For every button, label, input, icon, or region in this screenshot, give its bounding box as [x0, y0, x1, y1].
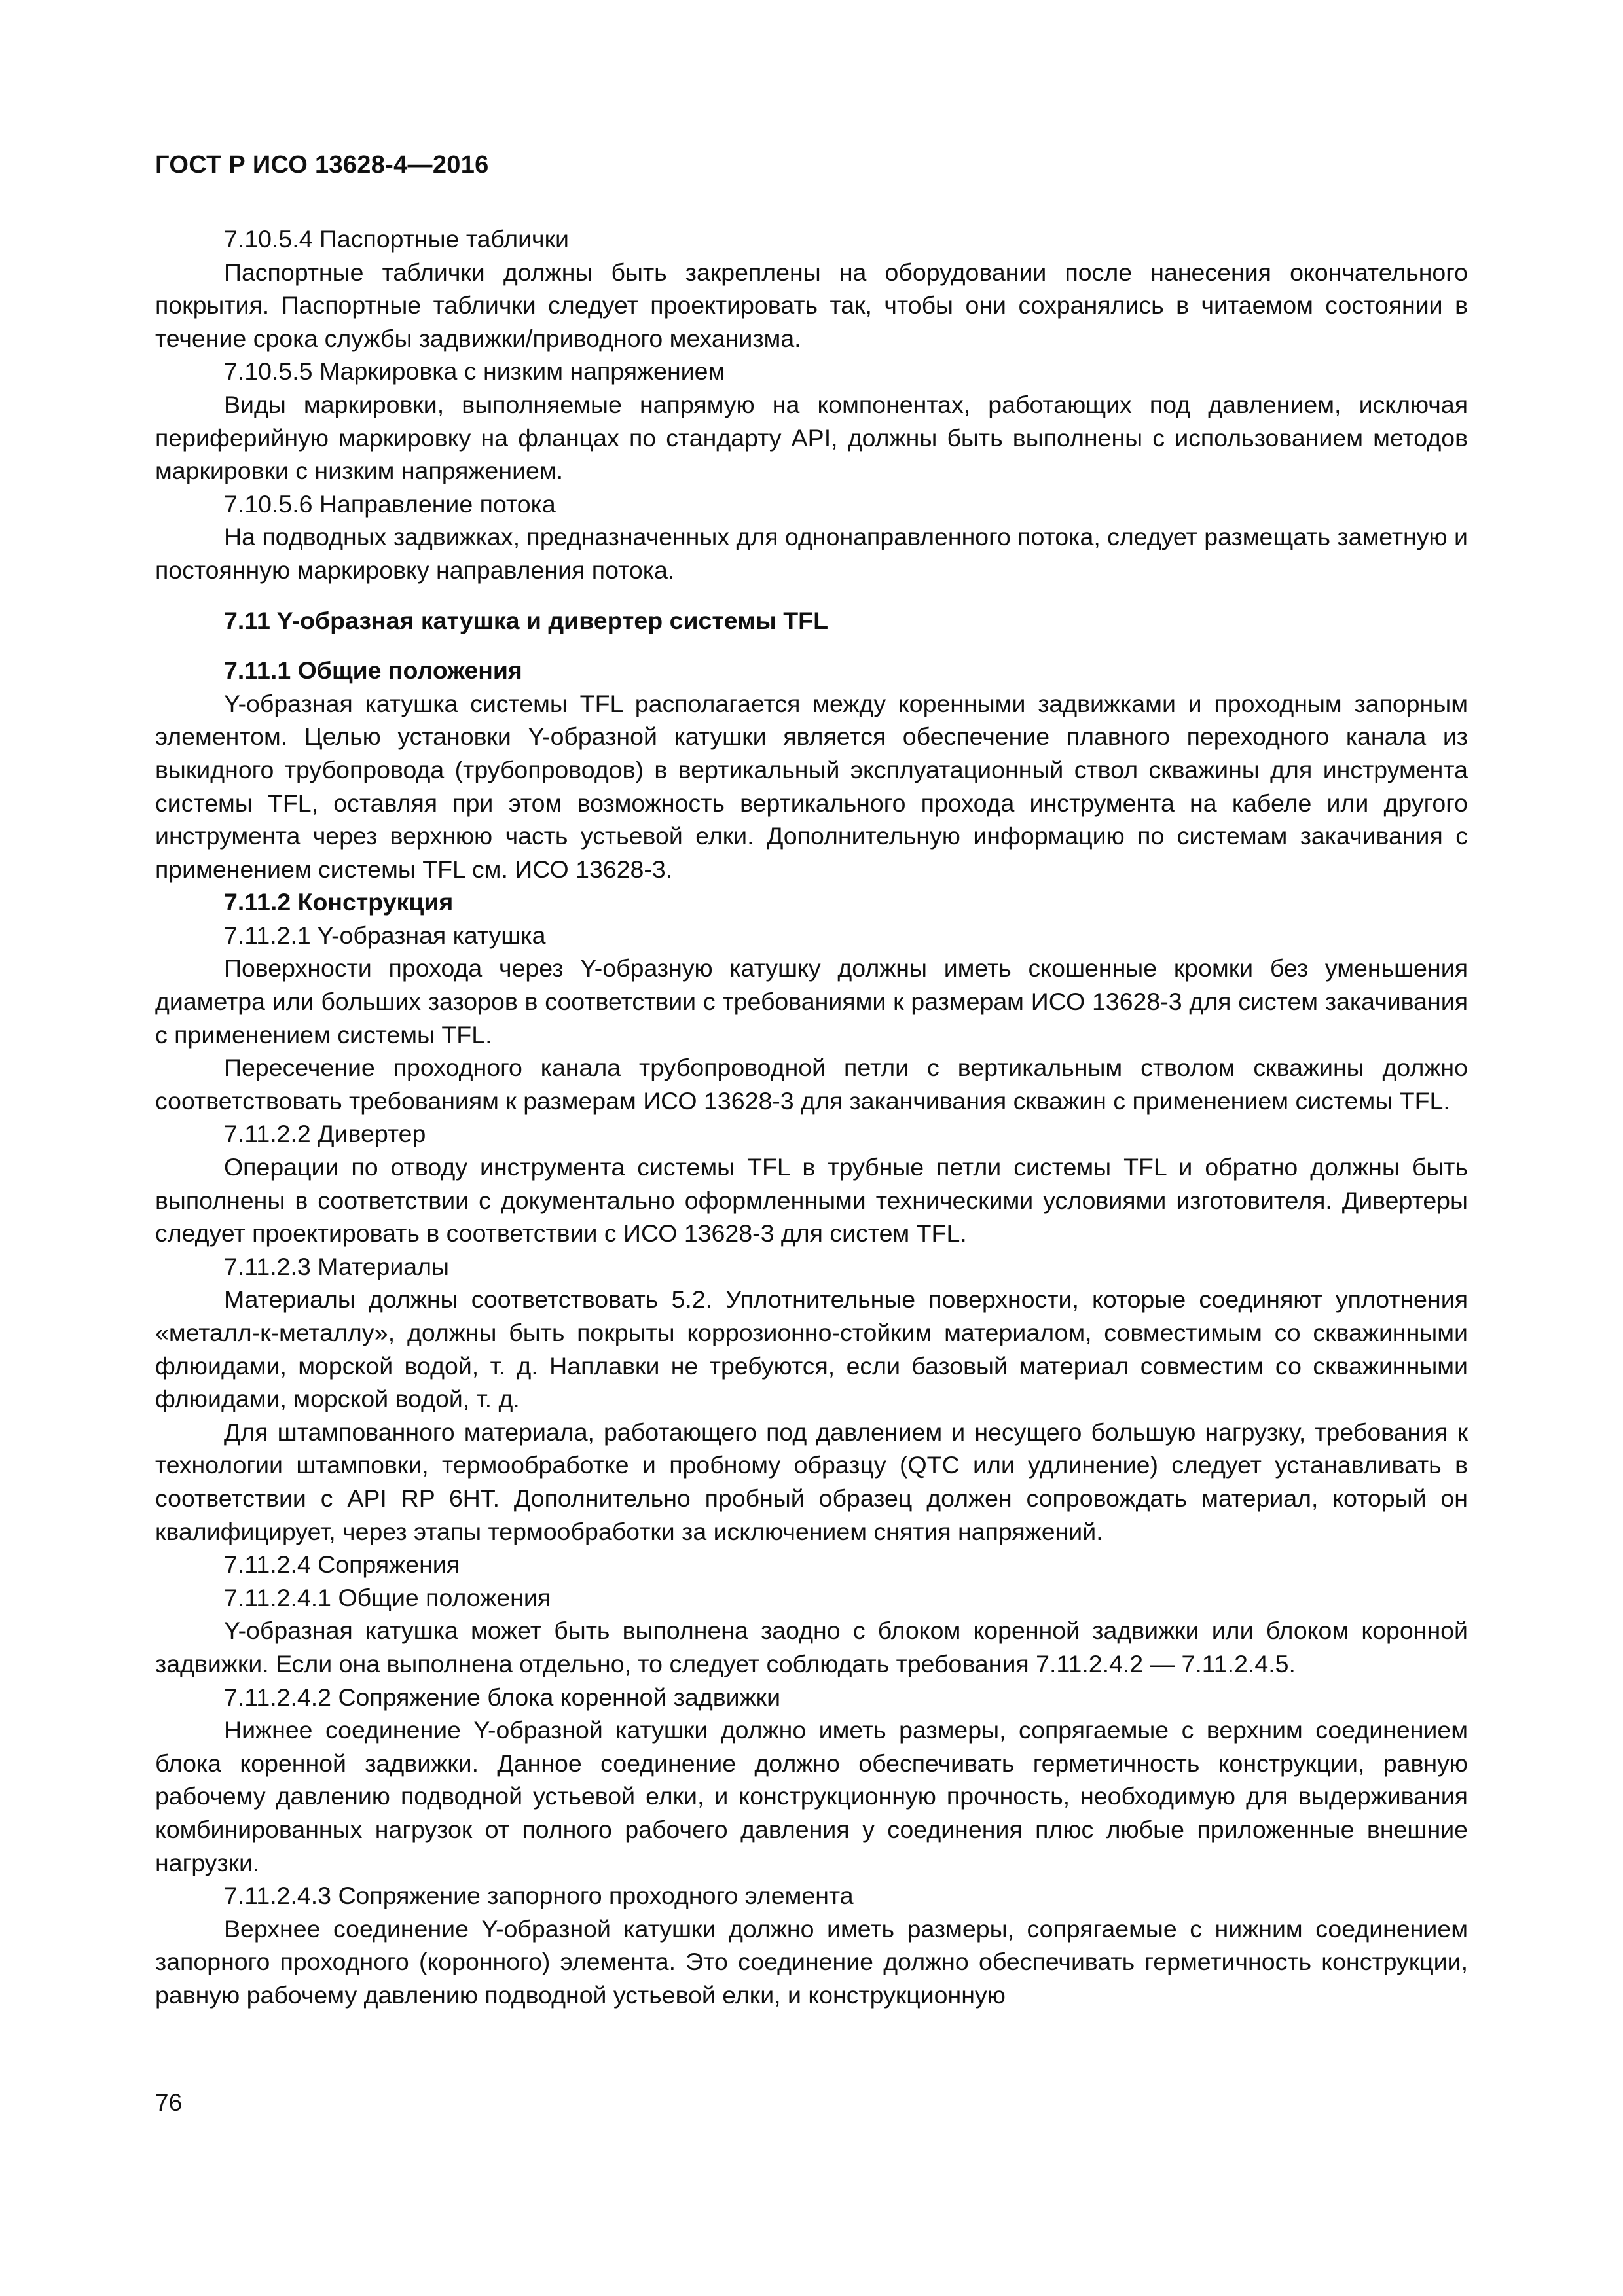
body-paragraph: Для штампованного материала, работающего под давлением и несущего большую нагрузку, требования к технологии штамповки, термообработке и пробному образцу (QTC или удлинение) следует устанавливать в соответствии с API RP 6HT. Дополнительно пробный образец должен сопровождать материал, который он квалифицирует, через этапы термообработки за исключением снятия напряжений.	[155, 1418, 1468, 1545]
section-7-11-1-heading: 7.11.1 Общие положения	[224, 656, 522, 685]
clause-7-10-5-5-title: 7.10.5.5 Маркировка с низким напряжением	[224, 357, 725, 386]
body-paragraph: Поверхности прохода через Y-образную катушку должны иметь скошенные кромки без уменьшения диаметра или больших зазоров в соответствии с требованиями к размерам ИСО 13628-3 для систем закачивания с применением системы TFL.	[155, 954, 1468, 1049]
body-paragraph: Виды маркировки, выполняемые напрямую на компонентах, работающих под давлением, исключая периферийную маркировку на фланцах по стандарту API, должны быть выполнены с использованием методов маркировки с низким напряжением.	[155, 390, 1468, 485]
clause-7-10-5-6-title: 7.10.5.6 Направление потока	[224, 490, 556, 518]
clause-7-11-2-2-title: 7.11.2.2 Дивертер	[224, 1120, 426, 1148]
clause-7-11-2-4-1-title: 7.11.2.4.1 Общие положения	[224, 1583, 551, 1611]
document-header: ГОСТ Р ИСО 13628-4—2016	[155, 151, 489, 179]
body-paragraph: Y-образная катушка может быть выполнена заодно с блоком коренной задвижки или блоком коронной задвижки. Если она выполнена отдельно, то следует соблюдать требования 7.11.2.4.2 — 7.11.2.4.5.	[155, 1617, 1468, 1677]
body-paragraph: Пересечение проходного канала трубопроводной петли с вертикальным стволом скважины должно соответствовать требованиям к размерам ИСО 13628-3 для заканчивания скважин с применением системы TFL.	[155, 1054, 1468, 1115]
body-paragraph: Нижнее соединение Y-образной катушки должно иметь размеры, сопрягаемые с верхним соединением блока коренной задвижки. Данное соединение должно обеспечивать герметичность конструкции, равную рабочему давлению подводной устьевой елки, и конструкционную прочность, необходимую для выдерживания комбинированных нагрузок от полного рабочего давления у соединения плюс любые приложенные внешние нагрузки.	[155, 1716, 1468, 1876]
clause-7-11-2-1-title: 7.11.2.1 Y-образная катушка	[224, 921, 546, 949]
body-paragraph: Материалы должны соответствовать 5.2. Уплотнительные поверхности, которые соединяют уплотнения «металл-к-металлу», должны быть покрыты коррозионно-стойким материалом, совместимым со скважинными флюидами, морской водой, т. д. Наплавки не требуются, если базовый материал совместим со скважинными флюидами, морской водой, т. д.	[155, 1285, 1468, 1413]
page-number: 76	[155, 2089, 183, 2116]
section-7-11-2-heading: 7.11.2 Конструкция	[224, 888, 454, 916]
clause-7-11-2-4-3-title: 7.11.2.4.3 Сопряжение запорного проходного элемента	[224, 1882, 854, 1910]
clause-7-11-2-3-title: 7.11.2.3 Материалы	[224, 1252, 449, 1280]
body-paragraph: Паспортные таблички должны быть закреплены на оборудовании после нанесения окончательного покрытия. Паспортные таблички следует проектировать так, чтобы они сохранялись в читаемом состоянии в течение срока службы задвижки/приводного механизма.	[155, 258, 1468, 352]
clause-7-10-5-4-title: 7.10.5.4 Паспортные таблички	[224, 225, 569, 253]
clause-7-11-2-4-2-title: 7.11.2.4.2 Сопряжение блока коренной задвижки	[224, 1683, 781, 1711]
document-body	[155, 223, 1468, 2011]
body-paragraph: Операции по отводу инструмента системы TFL в трубные петли системы TFL и обратно должны быть выполнены в соответствии с документально оформленными техническими условиями изготовителя. Дивертеры следует проектировать в соответствии с ИСО 13628-3 для систем TFL.	[155, 1153, 1468, 1247]
body-paragraph: Y-образная катушка системы TFL располагается между коренными задвижками и проходным запорным элементом. Целью установки Y-образной катушки является обеспечение плавного переходного канала из выкидного трубопровода (трубопроводов) в вертикальный эксплуатационный ствол скважины для инструмента системы TFL, оставляя при этом возможность вертикального прохода инструмента на кабеле или другого инструмента через верхнюю часть устьевой елки. Дополнительную информацию по системам закачивания с применением системы TFL см. ИСО 13628-3.	[155, 689, 1468, 883]
body-paragraph: Верхнее соединение Y-образной катушки должно иметь размеры, сопрягаемые с нижним соединением запорного проходного (коронного) элемента. Это соединение должно обеспечивать герметичность конструкции, равную рабочему давлению подводной устьевой елки, и конструкционную	[155, 1914, 1468, 2009]
body-paragraph: На подводных задвижках, предназначенных для однонаправленного потока, следует размещать заметную и постоянную маркировку направления потока.	[155, 523, 1468, 584]
clause-7-11-2-4-title: 7.11.2.4 Сопряжения	[224, 1551, 460, 1579]
section-7-11-heading: 7.11 Y-образная катушка и дивертер системы TFL	[224, 606, 828, 634]
